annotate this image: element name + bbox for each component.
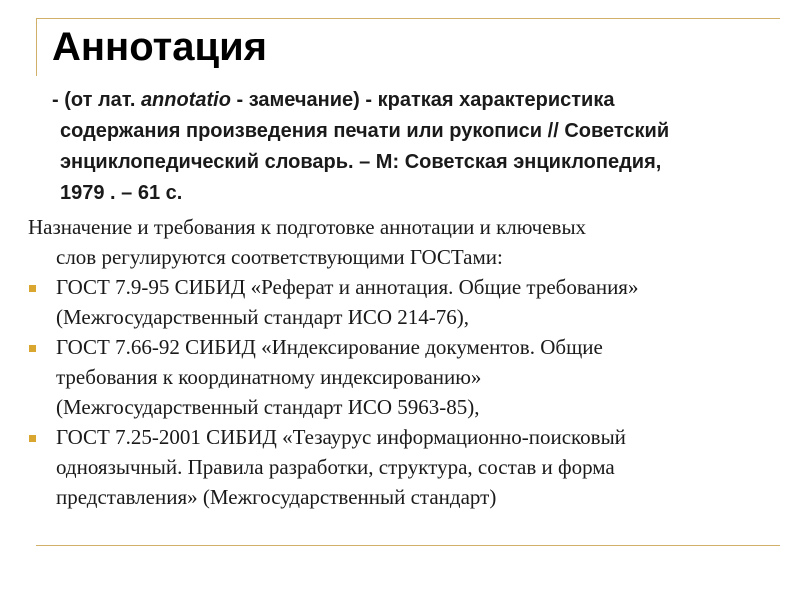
gost-list-item [28,272,780,332]
intro-line-1: Назначение и требования к подготовке аннотации и ключевых [28,215,587,239]
gost-item-line: представления» (Межгосударственный стандарт) [56,485,497,509]
gost-list-item [28,422,780,512]
gost-item-line: требования к координатному индексированию» [56,365,482,389]
definition-line-2: содержания произведения печати или рукописи // Советский [60,120,670,142]
definition-line-3: энциклопедический словарь. – М: Советская энциклопедия, [60,151,662,173]
definition-latin-term: annotatio [140,89,231,111]
bottom-rule [36,545,780,546]
gost-list-item [28,332,780,422]
gost-item-line: (Межгосударственный стандарт ИСО 5963-85), [56,395,480,419]
slide-title: Аннотация [52,25,267,69]
title-rule [36,18,37,76]
square-bullet-icon [29,345,36,352]
square-bullet-icon [29,435,36,442]
gost-list [28,272,780,512]
intro-line-2: слов регулируются соответствующими ГОСТами: [56,245,503,269]
square-bullet-icon [29,285,36,292]
definition-line-4: 1979 . – 61 с. [60,182,183,204]
gost-item-line: ГОСТ 7.25-2001 СИБИД «Тезаурус информационно-поисковый [56,425,626,449]
definition-prefix: - (от лат. [52,89,141,111]
definition-suffix: - замечание) - краткая характеристика [230,89,615,111]
gost-item-line: ГОСТ 7.9-95 СИБИД «Реферат и аннотация. Общие требования» [56,275,639,299]
gost-item-line: (Межгосударственный стандарт ИСО 214-76), [56,305,470,329]
definition-block [52,85,777,209]
gost-item-line: ГОСТ 7.66-92 СИБИД «Индексирование документов. Общие [56,335,603,359]
intro-paragraph [28,212,780,272]
gost-item-line: одноязычный. Правила разработки, структура, состав и форма [56,455,615,479]
definition-line-1 [52,85,777,116]
body-text [28,212,780,512]
